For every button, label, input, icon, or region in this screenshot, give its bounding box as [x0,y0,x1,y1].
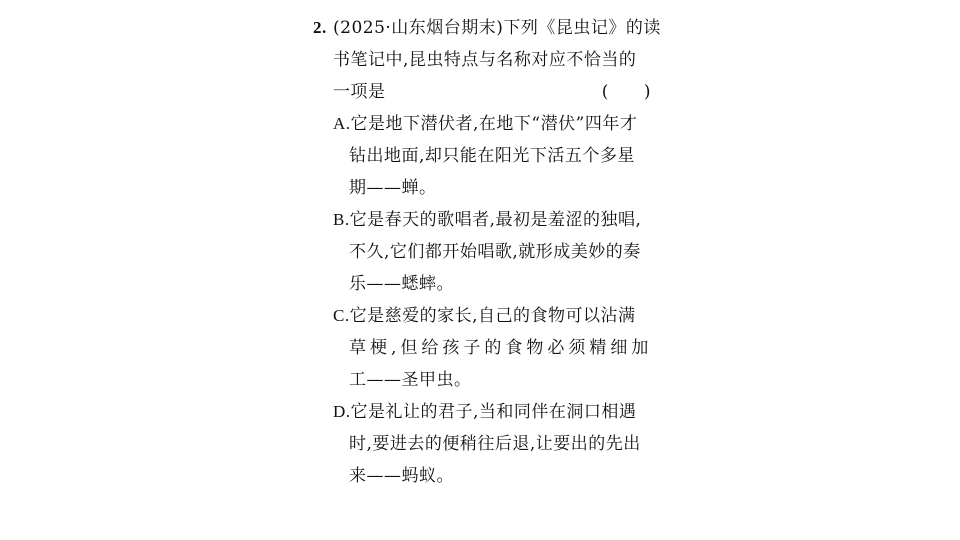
option-c-text-1: 它是慈爱的家长,自己的食物可以沾满 [349,306,636,326]
question-stem-line-3 [313,76,665,108]
question-stem-line-2: 书笔记中,昆虫特点与名称对应不恰当的 [333,50,637,70]
option-d-line-3: 来——蚂蚁。 [349,466,454,486]
option-b-line-2: 不久,它们都开始唱歌,就形成美妙的奏 [349,242,641,262]
option-c-line-2: 草梗,但给孩子的食物必须精细加 [349,338,653,358]
option-d-line-2: 时,要进去的便稍往后退,让要出的先出 [349,434,641,454]
option-b-text-1: 它是春天的歌唱者,最初是羞涩的独唱, [349,210,642,230]
option-c-letter: C. [333,306,350,325]
question-stem-text-1: (2025·山东烟台期末)下列《昆虫记》的读 [333,18,661,38]
answer-blank: ( ) [601,82,651,102]
option-a-line-2: 钻出地面,却只能在阳光下活五个多星 [349,146,635,166]
question-stem-line-1 [313,12,665,44]
question-number: 2. [313,18,327,37]
option-b-line-1 [313,204,665,236]
question-stem-text-3: 一项是 [333,82,386,102]
option-a-line-3: 期——蝉。 [349,178,437,198]
option-b-line-3: 乐——蟋蟀。 [349,274,454,294]
option-c-line-1 [313,300,665,332]
option-d-letter: D. [333,402,351,421]
option-d-line-1 [313,396,665,428]
option-a-letter: A. [333,114,351,133]
option-c-line-3: 工——圣甲虫。 [349,370,472,390]
option-d-text-1: 它是礼让的君子,当和同伴在洞口相遇 [350,402,637,422]
option-a-line-1 [313,108,665,140]
question-block [313,12,665,492]
option-a-text-1: 它是地下潜伏者,在地下“潜伏”四年才 [350,114,638,134]
option-b-letter: B. [333,210,350,229]
